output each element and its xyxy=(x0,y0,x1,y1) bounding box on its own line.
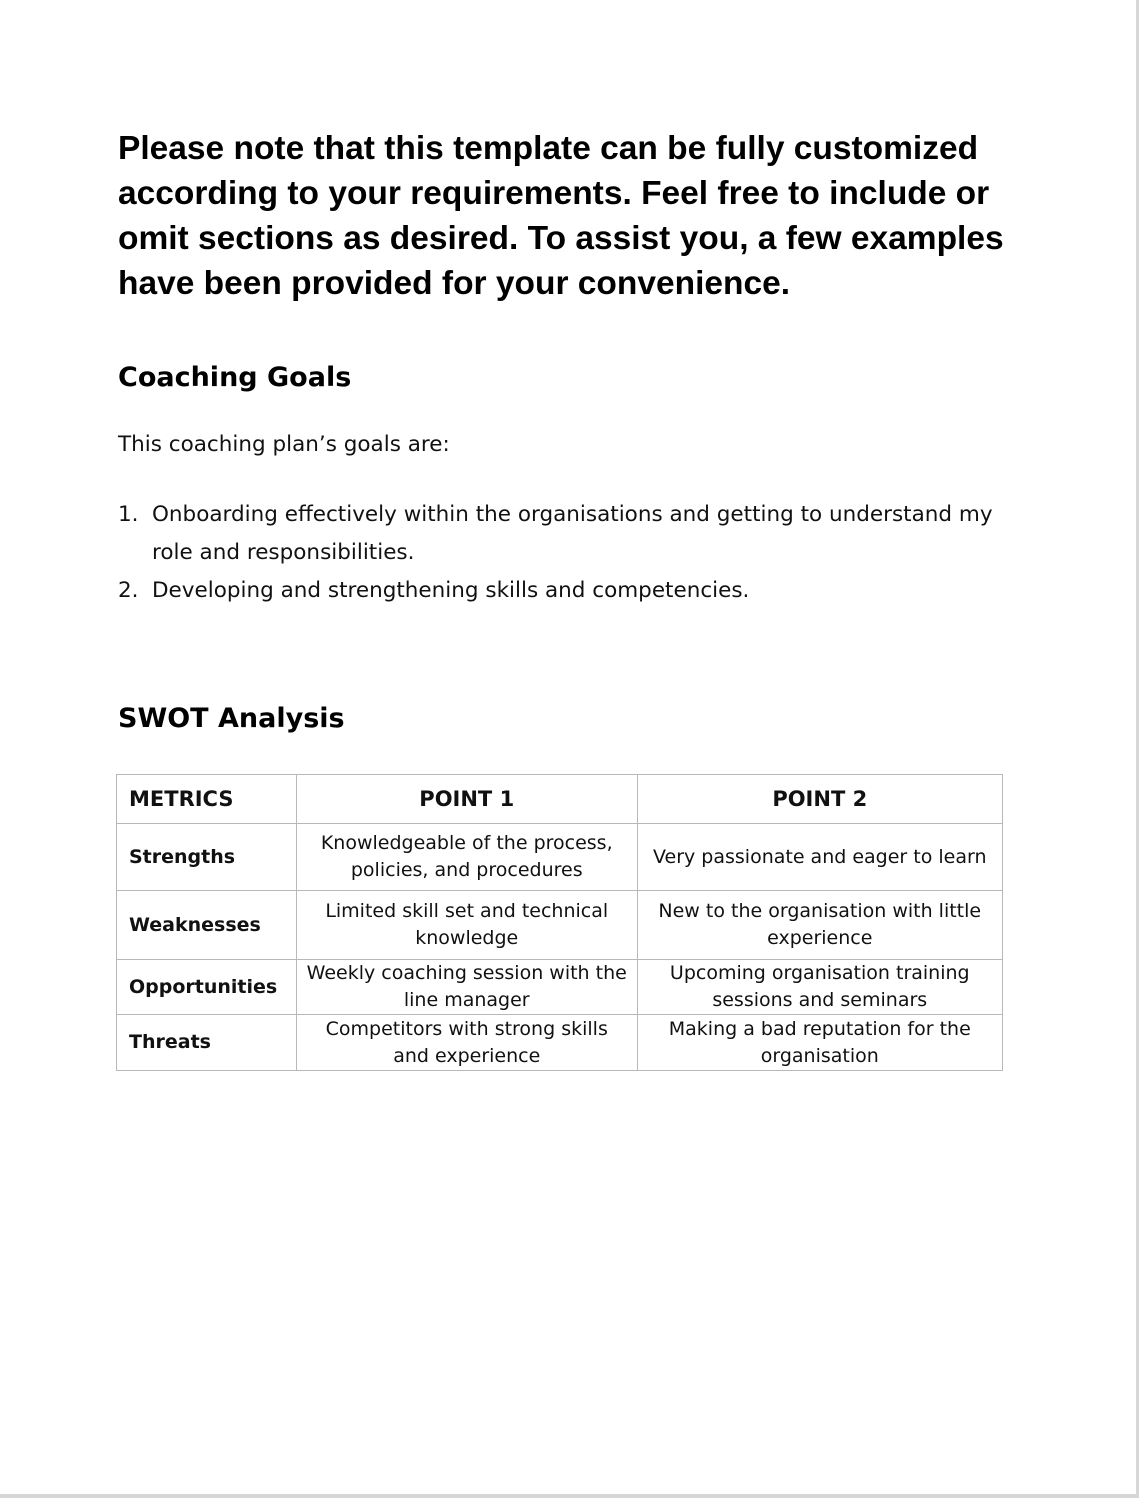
point-1-cell: Knowledgeable of the process, policies, and procedures xyxy=(296,824,637,891)
template-note: Please note that this template can be fully customized according to your requirements. Feel free to include or omit sections as desired. To assist you, a few examples have been provided for your convenience. xyxy=(118,130,1004,302)
table-row xyxy=(117,824,1003,891)
swot-analysis-heading: SWOT Analysis xyxy=(118,703,345,734)
point-1-cell: Limited skill set and technical knowledge xyxy=(296,891,637,960)
table-row xyxy=(117,960,1003,1015)
list-item-text: Developing and strengthening skills and competencies. xyxy=(152,578,750,603)
point-2-cell: New to the organisation with little experience xyxy=(637,891,1002,960)
list-item xyxy=(118,496,1008,572)
list-item-text: Onboarding effectively within the organisations and getting to understand my role and responsibilities. xyxy=(152,502,993,565)
list-item xyxy=(118,572,1008,610)
swot-table xyxy=(116,774,1003,1071)
table-row xyxy=(117,1015,1003,1071)
metric-cell: Weaknesses xyxy=(117,891,297,960)
metric-cell: Strengths xyxy=(117,824,297,891)
column-header-point-1: POINT 1 xyxy=(296,775,637,824)
point-2-cell: Very passionate and eager to learn xyxy=(637,824,1002,891)
point-2-cell: Upcoming organisation training sessions and seminars xyxy=(637,960,1002,1015)
metric-cell: Opportunities xyxy=(117,960,297,1015)
point-2-cell: Making a bad reputation for the organisation xyxy=(637,1015,1002,1071)
coaching-goals-intro: This coaching plan’s goals are: xyxy=(118,432,450,457)
column-header-point-2: POINT 2 xyxy=(637,775,1002,824)
point-1-cell: Weekly coaching session with the line manager xyxy=(296,960,637,1015)
table-row xyxy=(117,891,1003,960)
point-1-cell: Competitors with strong skills and experience xyxy=(296,1015,637,1071)
table-header-row xyxy=(117,775,1003,824)
metric-cell: Threats xyxy=(117,1015,297,1071)
coaching-goals-heading: Coaching Goals xyxy=(118,362,352,393)
coaching-goals-list xyxy=(118,496,1008,610)
column-header-metrics: METRICS xyxy=(117,775,297,824)
list-item-number: 2. xyxy=(118,578,139,603)
list-item-number: 1. xyxy=(118,502,139,527)
